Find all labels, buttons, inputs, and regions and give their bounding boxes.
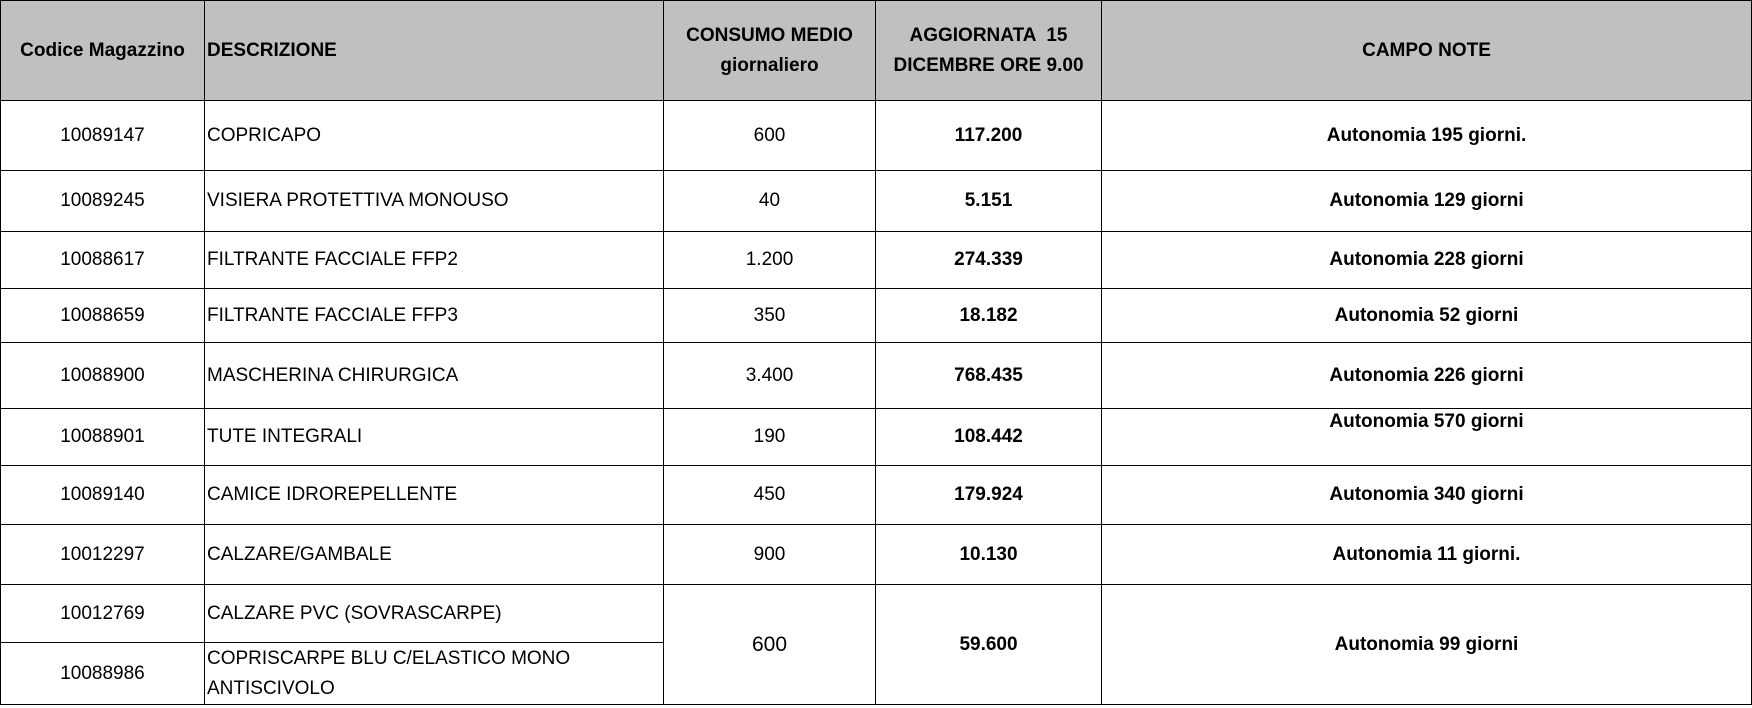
cell-note: Autonomia 340 giorni [1102,466,1752,525]
header-aggiornata-line1: AGGIORNATA 15 [909,24,1068,46]
cell-descrizione [205,643,664,705]
header-row [1,1,1752,101]
table-row [1,289,1752,343]
cell-descrizione-line2: ANTISCIVOLO [207,677,335,699]
cell-codice: 10088986 [1,643,205,705]
cell-note: Autonomia 570 giorni [1102,409,1752,466]
cell-descrizione: FILTRANTE FACCIALE FFP2 [205,232,664,289]
cell-codice: 10012297 [1,525,205,585]
cell-aggiornata: 10.130 [876,525,1102,585]
cell-codice: 10088617 [1,232,205,289]
cell-codice: 10089245 [1,171,205,232]
cell-descrizione: TUTE INTEGRALI [205,409,664,466]
header-consumo [664,1,876,101]
cell-note-merged: Autonomia 99 giorni [1102,585,1752,705]
cell-codice: 10088900 [1,343,205,409]
cell-consumo-merged: 600 [664,585,876,705]
table-row [1,585,1752,643]
cell-consumo: 1.200 [664,232,876,289]
cell-descrizione: FILTRANTE FACCIALE FFP3 [205,289,664,343]
table-row [1,409,1752,466]
cell-codice: 10088901 [1,409,205,466]
cell-note: Autonomia 226 giorni [1102,343,1752,409]
table-row [1,171,1752,232]
cell-note: Autonomia 11 giorni. [1102,525,1752,585]
cell-note: Autonomia 228 giorni [1102,232,1752,289]
cell-consumo: 600 [664,101,876,171]
cell-consumo: 350 [664,289,876,343]
cell-aggiornata-merged: 59.600 [876,585,1102,705]
cell-descrizione: MASCHERINA CHIRURGICA [205,343,664,409]
cell-descrizione: VISIERA PROTETTIVA MONOUSO [205,171,664,232]
header-aggiornata-line2: DICEMBRE ORE 9.00 [893,54,1084,76]
table-row [1,466,1752,525]
cell-consumo: 450 [664,466,876,525]
cell-aggiornata: 274.339 [876,232,1102,289]
table-row [1,525,1752,585]
header-note: CAMPO NOTE [1102,1,1752,101]
cell-codice: 10089147 [1,101,205,171]
cell-descrizione: CALZARE/GAMBALE [205,525,664,585]
header-consumo-line1: CONSUMO MEDIO [686,24,853,46]
cell-descrizione: COPRICAPO [205,101,664,171]
cell-consumo: 40 [664,171,876,232]
cell-codice: 10089140 [1,466,205,525]
cell-consumo: 900 [664,525,876,585]
cell-descrizione-line1: COPRISCARPE BLU C/ELASTICO MONO [207,647,571,669]
cell-aggiornata: 108.442 [876,409,1102,466]
cell-codice: 10088659 [1,289,205,343]
cell-note: Autonomia 195 giorni. [1102,101,1752,171]
header-codice: Codice Magazzino [1,1,205,101]
cell-aggiornata: 5.151 [876,171,1102,232]
header-aggiornata [876,1,1102,101]
header-descrizione: DESCRIZIONE [205,1,664,101]
cell-aggiornata: 18.182 [876,289,1102,343]
table-row [1,232,1752,289]
cell-codice: 10012769 [1,585,205,643]
cell-note: Autonomia 52 giorni [1102,289,1752,343]
header-consumo-line2: giornaliero [720,54,819,76]
cell-consumo: 190 [664,409,876,466]
table-row [1,343,1752,409]
cell-descrizione: CAMICE IDROREPELLENTE [205,466,664,525]
cell-aggiornata: 117.200 [876,101,1102,171]
cell-note: Autonomia 129 giorni [1102,171,1752,232]
cell-aggiornata: 179.924 [876,466,1102,525]
cell-aggiornata: 768.435 [876,343,1102,409]
cell-descrizione: CALZARE PVC (SOVRASCARPE) [205,585,664,643]
table-row [1,101,1752,171]
cell-consumo: 3.400 [664,343,876,409]
